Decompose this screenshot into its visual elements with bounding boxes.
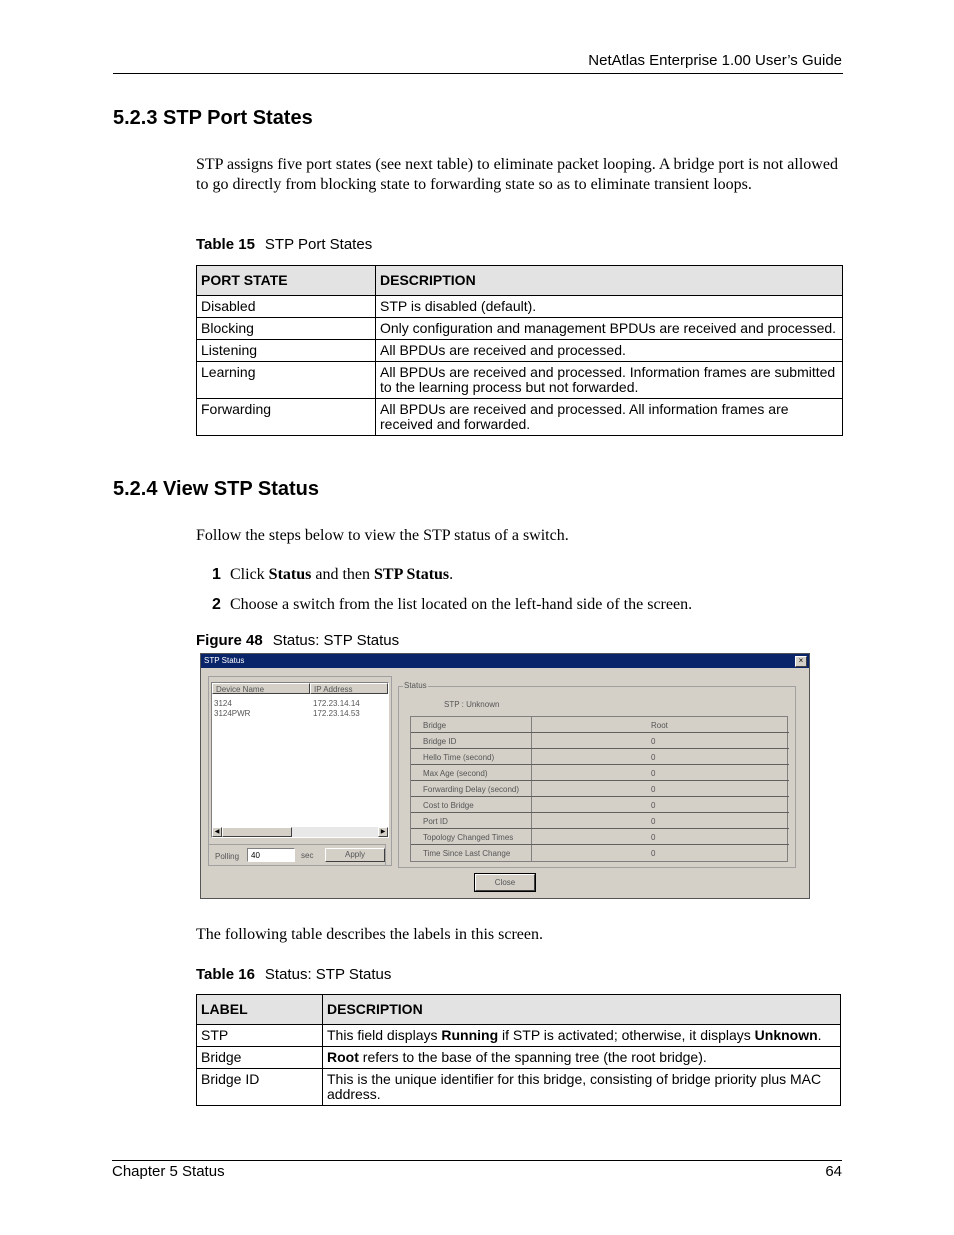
table-header-row	[197, 266, 843, 296]
table-cell: Bridge ID	[197, 1069, 323, 1106]
dialog-title: STP Status	[204, 656, 245, 665]
table-cell: Listening	[197, 340, 376, 362]
table-caption	[196, 966, 391, 983]
stp-row	[411, 781, 789, 797]
table-cell: STP is disabled (default).	[376, 296, 843, 318]
stp-row-value: Root	[651, 721, 668, 730]
stp-status-table	[410, 716, 788, 862]
stp-row	[411, 845, 789, 861]
stp-row-label: Hello Time (second)	[423, 753, 495, 762]
stp-row-value: 0	[651, 737, 656, 746]
stp-row-value: 0	[651, 785, 656, 794]
polling-group	[208, 844, 386, 866]
figure-caption-text: Status: STP Status	[272, 632, 400, 649]
section-heading-view-stp-status: 5.2.4 View STP Status	[113, 478, 320, 500]
table-cell: Blocking	[197, 318, 376, 340]
table-cell: All BPDUs are received and processed.	[376, 340, 843, 362]
table-caption-text: STP Port States	[264, 236, 373, 253]
close-icon[interactable]: ×	[795, 656, 807, 667]
table-row	[197, 1025, 841, 1047]
footer-chapter: Chapter 5 Status	[112, 1163, 225, 1180]
device-ip: 172.23.14.14	[313, 699, 360, 708]
stp-row	[411, 749, 789, 765]
stp-port-states-table	[196, 265, 843, 436]
table-cell: Learning	[197, 362, 376, 399]
stp-status-dialog	[200, 653, 810, 899]
stp-row-value: 0	[651, 817, 656, 826]
table-cell: Only configuration and management BPDUs are received and processed.	[376, 318, 843, 340]
table-caption-number: Table 15	[196, 236, 255, 253]
device-ip: 172.23.14.53	[313, 709, 360, 718]
step-bold-term: STP Status	[374, 566, 450, 583]
table-cell: This field displays Running if STP is activated; otherwise, it displays Unknown.	[323, 1025, 841, 1047]
device-name: 3124	[214, 699, 232, 708]
table-cell: All BPDUs are received and processed. Information frames are submitted to the learning process but not forwarded.	[376, 362, 843, 399]
dialog-title-bar	[201, 654, 809, 668]
table-header-row	[197, 995, 841, 1025]
table-cell: Root refers to the base of the spanning tree (the root bridge).	[323, 1047, 841, 1069]
stp-row-label: Bridge ID	[423, 737, 457, 746]
stp-row-label: Max Age (second)	[423, 769, 488, 778]
column-header: DESCRIPTION	[323, 995, 841, 1025]
list-item[interactable]	[214, 699, 232, 709]
stp-row-value: 0	[651, 753, 656, 762]
stp-row-value: 0	[651, 769, 656, 778]
stp-row-label: Time Since Last Change	[423, 849, 511, 858]
column-header: DESCRIPTION	[376, 266, 843, 296]
step-item	[212, 566, 453, 584]
table-caption-number: Table 16	[196, 966, 255, 983]
status-group-label: Status	[404, 681, 427, 690]
stp-row	[411, 765, 789, 781]
table-row	[197, 399, 843, 436]
stp-row	[411, 829, 789, 845]
column-header-device-name[interactable]: Device Name	[212, 683, 310, 694]
column-header: LABEL	[197, 995, 323, 1025]
scroll-right-icon[interactable]: ▶	[378, 827, 388, 837]
table-caption-text: Status: STP Status	[264, 966, 392, 983]
stp-row-label: Cost to Bridge	[423, 801, 474, 810]
step-text: .	[449, 566, 454, 583]
table-caption	[196, 236, 372, 253]
step-number: 1	[212, 566, 221, 583]
stp-row-value: 0	[651, 801, 656, 810]
stp-row	[411, 813, 789, 829]
stp-status-labels-table	[196, 994, 841, 1106]
stp-row	[411, 733, 789, 749]
polling-label: Polling	[215, 852, 240, 861]
footer-rule	[112, 1160, 842, 1161]
table-row	[197, 340, 843, 362]
list-item[interactable]	[214, 709, 250, 719]
figure-caption-number: Figure 48	[196, 632, 263, 649]
step-item	[212, 596, 692, 614]
section-heading-stp-port-states: 5.2.3 STP Port States	[113, 107, 313, 129]
step-bold-term: Status	[268, 566, 312, 583]
table-cell: Forwarding	[197, 399, 376, 436]
step-text: and then	[311, 566, 375, 583]
stp-row	[411, 797, 789, 813]
stp-row	[411, 717, 789, 733]
table-row	[197, 362, 843, 399]
device-list[interactable]	[211, 682, 389, 838]
running-header: NetAtlas Enterprise 1.00 User’s Guide	[588, 52, 842, 69]
table-cell: This is the unique identifier for this bridge, consisting of bridge priority plus MAC address.	[323, 1069, 841, 1106]
table-row	[197, 296, 843, 318]
section-paragraph: Follow the steps below to view the STP status of a switch.	[196, 527, 569, 544]
device-name: 3124PWR	[214, 709, 251, 718]
page-number: 64	[825, 1163, 842, 1180]
list-item-ip	[313, 709, 360, 719]
section-paragraph: STP assigns five port states (see next table) to eliminate packet looping. A bridge port is not allowed to go directly from blocking state to forwarding state so as to eliminate transient loops.	[196, 156, 838, 193]
table-row	[197, 1069, 841, 1106]
column-header: PORT STATE	[197, 266, 376, 296]
table-row	[197, 1047, 841, 1069]
horizontal-scrollbar[interactable]	[212, 827, 388, 837]
stp-row-label: Port ID	[423, 817, 448, 826]
polling-unit: sec	[301, 851, 314, 860]
close-button[interactable]: Close	[475, 874, 535, 891]
stp-row-label: Forwarding Delay (second)	[423, 785, 520, 794]
step-text: Choose a switch from the list located on the left-hand side of the screen.	[230, 596, 693, 613]
scroll-left-icon[interactable]: ◀	[212, 827, 222, 837]
step-text: Click	[230, 566, 269, 583]
list-item-ip	[313, 699, 360, 709]
column-header-ip-address[interactable]: IP Address	[310, 683, 388, 694]
figure-followup-text: The following table describes the labels in this screen.	[196, 926, 544, 943]
table-row	[197, 318, 843, 340]
table-cell: Disabled	[197, 296, 376, 318]
stp-row-label: Topology Changed Times	[423, 833, 514, 842]
table-cell: Bridge	[197, 1047, 323, 1069]
header-rule	[113, 73, 843, 74]
polling-input[interactable]: 40	[247, 848, 295, 862]
stp-row-label: Bridge	[423, 721, 447, 730]
scrollbar-thumb[interactable]	[222, 827, 292, 837]
table-cell: All BPDUs are received and processed. All information frames are received and forwarded.	[376, 399, 843, 436]
apply-button[interactable]: Apply	[325, 848, 385, 862]
figure-caption	[196, 632, 399, 649]
stp-state-text: STP : Unknown	[444, 700, 500, 709]
stp-row-value: 0	[651, 833, 656, 842]
stp-row-value: 0	[651, 849, 656, 858]
table-cell: STP	[197, 1025, 323, 1047]
step-number: 2	[212, 596, 221, 613]
